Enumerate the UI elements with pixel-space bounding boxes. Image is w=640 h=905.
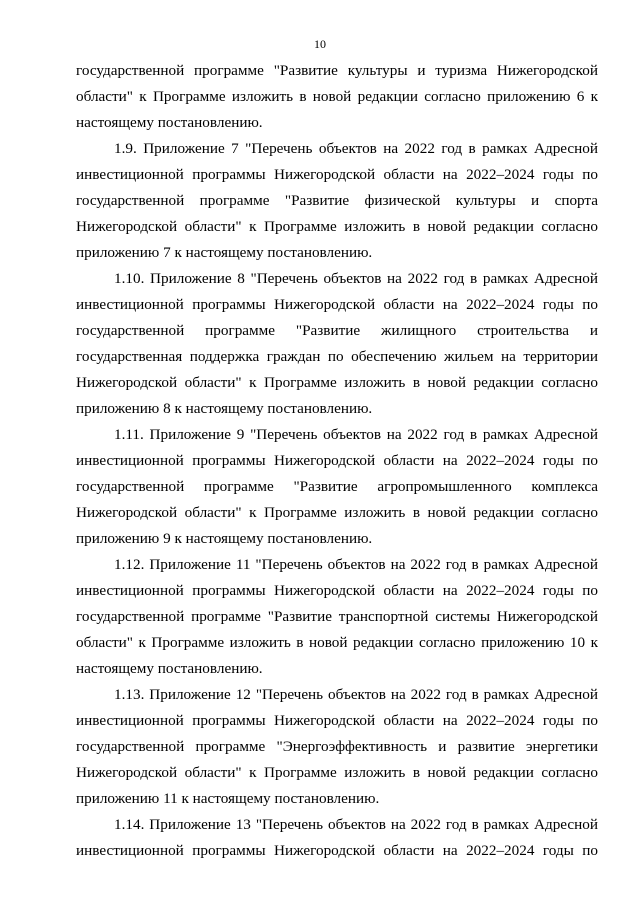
- text-line: Нижегородской области" к Программе изложить в новой редакции согласно: [76, 218, 598, 235]
- text-line: области" к Программе изложить в новой редакции согласно приложению 10 к: [76, 634, 598, 651]
- text-line: инвестиционной программы Нижегородской области на 2022–2024 годы по: [76, 166, 598, 183]
- text-line: области" к Программе изложить в новой редакции согласно приложению 6 к: [76, 88, 598, 105]
- text-line: инвестиционной программы Нижегородской области на 2022–2024 годы по: [76, 712, 598, 729]
- text-line: приложению 11 к настоящему постановлению.: [76, 790, 380, 807]
- page-number: 10: [314, 37, 326, 51]
- text-line: приложению 9 к настоящему постановлению.: [76, 530, 373, 547]
- text-line: Нижегородской области" к Программе изложить в новой редакции согласно: [76, 504, 598, 521]
- text-line: государственная поддержка граждан по обеспечению жильем на территории: [76, 348, 598, 365]
- text-line: государственной программе "Развитие транспортной системы Нижегородской: [76, 608, 598, 625]
- text-line: государственной программе "Развитие жилищного строительства и: [76, 322, 598, 339]
- paragraph-first-line: 1.10. Приложение 8 "Перечень объектов на 2022 год в рамках Адресной: [114, 270, 598, 287]
- text-line: приложению 7 к настоящему постановлению.: [76, 244, 373, 261]
- paragraph-first-line: 1.9. Приложение 7 "Перечень объектов на 2022 год в рамках Адресной: [114, 140, 598, 157]
- text-line: инвестиционной программы Нижегородской области на 2022–2024 годы по: [76, 296, 598, 313]
- text-line: государственной программе "Развитие агропромышленного комплекса: [76, 478, 598, 495]
- paragraph-first-line: 1.14. Приложение 13 "Перечень объектов на 2022 год в рамках Адресной: [114, 816, 598, 833]
- paragraph-first-line: 1.12. Приложение 11 "Перечень объектов на 2022 год в рамках Адресной: [114, 556, 598, 573]
- text-line: инвестиционной программы Нижегородской области на 2022–2024 годы по: [76, 582, 598, 599]
- text-line: инвестиционной программы Нижегородской области на 2022–2024 годы по: [76, 452, 598, 469]
- text-line: инвестиционной программы Нижегородской области на 2022–2024 годы по: [76, 842, 598, 859]
- text-line: Нижегородской области" к Программе изложить в новой редакции согласно: [76, 374, 598, 391]
- text-line: государственной программе "Развитие культуры и туризма Нижегородской: [76, 62, 598, 79]
- text-line: настоящему постановлению.: [76, 114, 263, 131]
- text-line: приложению 8 к настоящему постановлению.: [76, 400, 373, 417]
- text-line: государственной программе "Энергоэффективность и развитие энергетики: [76, 738, 598, 755]
- text-line: настоящему постановлению.: [76, 660, 263, 677]
- paragraph-first-line: 1.13. Приложение 12 "Перечень объектов на 2022 год в рамках Адресной: [114, 686, 598, 703]
- text-line: Нижегородской области" к Программе изложить в новой редакции согласно: [76, 764, 598, 781]
- paragraph-first-line: 1.11. Приложение 9 "Перечень объектов на 2022 год в рамках Адресной: [114, 426, 598, 443]
- text-line: государственной программе "Развитие физической культуры и спорта: [76, 192, 598, 209]
